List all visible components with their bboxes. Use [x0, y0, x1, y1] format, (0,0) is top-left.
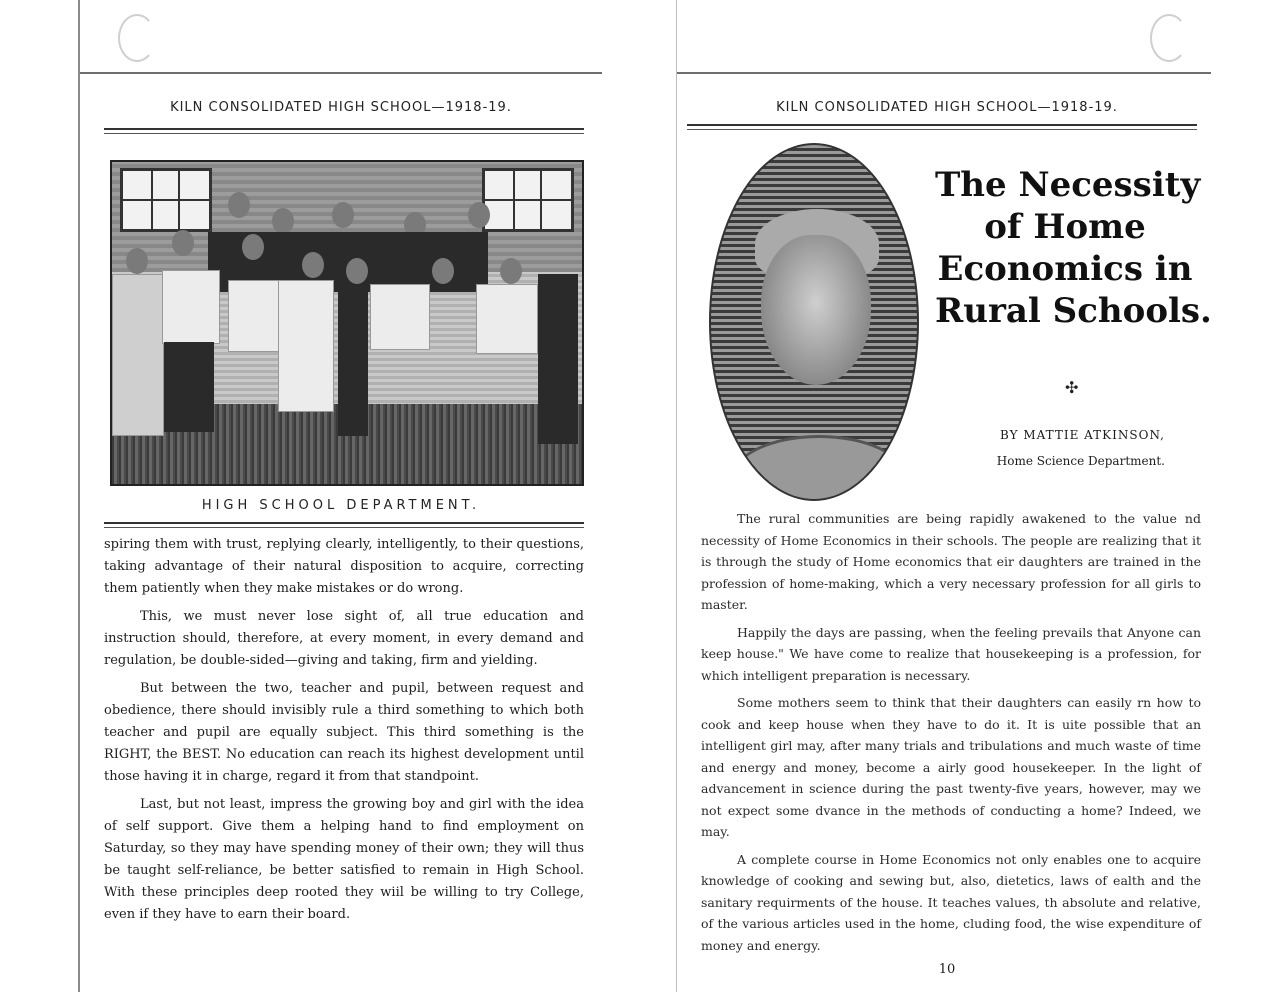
right-body-text [701, 508, 1201, 956]
running-head: KILN CONSOLIDATED HIGH SCHOOL—1918-19. [170, 100, 512, 115]
left-page [78, 0, 602, 992]
title-line: The Necessity [935, 165, 1201, 205]
top-rule [677, 72, 1211, 74]
right-page [676, 0, 1217, 992]
left-body-text [104, 534, 584, 926]
paragraph: A complete course in Home Economics not only enables one to acquire knowledge of cooking and sewing but, also, dietetics, laws of ealth and the sanitary requirments of the house. It teaches values, th absolute and relative, of the various articles used in the home, cluding food, the wise expenditure of money and energy. [701, 851, 1201, 953]
top-rule [80, 72, 602, 74]
header-rule [687, 124, 1197, 126]
article-title [935, 164, 1212, 332]
class-photo [110, 160, 584, 486]
paragraph: This, we must never lose sight of, all true education and instruction should, therefore, at every moment, in every demand and regulation, be double-sided—giving and taking, firm and yielding. [104, 609, 584, 668]
paragraph: Some mothers seem to think that their daughters can easily rn how to cook and keep house when they have to do it. It is uite possible that an intelligent girl may, after many trials and tribulations and much waste of time and energy and money, become a airly good housekeeper. In the light of advancement in science during the past twenty-five years, however, may we not expect some dvance in the methods of conducting a home? Indeed, we may. [701, 695, 1201, 839]
title-line: Economics in [937, 249, 1193, 289]
title-line: of Home [984, 207, 1146, 247]
caption-rule-thin [104, 527, 584, 528]
title-line: Rural Schools. [935, 291, 1212, 331]
header-rule-thin [104, 133, 584, 134]
byline: BY MATTIE ATKINSON, [999, 428, 1165, 442]
author-portrait [709, 143, 919, 501]
photo-caption: HIGH SCHOOL DEPARTMENT. [201, 498, 481, 513]
paragraph: The rural communities are being rapidly awakened to the value nd necessity of Home Economics in their schools. The people are realizing that it is through the study of Home economics that eir daughters are trained in the profession of home-making, which a very necessary profession for all girls to master. [701, 511, 1201, 612]
paragraph: Last, but not least, impress the growing boy and girl with the idea of self support. Give them a helping hand to find employment on Saturday, so they may have spending money of their own; they will thus be taught self-reliance, be better satisfied to remain in High School. With these principles deep rooted they wiil be willing to try College, even if they have to earn their board. [104, 797, 584, 922]
paragraph: spiring them with trust, replying clearly, intelligently, to their questions, taking advantage of their natural disposition to acquire, correcting them patiently when they make mistakes or do wrong. [104, 537, 584, 596]
running-head: KILN CONSOLIDATED HIGH SCHOOL—1918-19. [776, 100, 1118, 115]
paragraph: But between the two, teacher and pupil, between request and obedience, there should invisibly rule a third something to which both teacher and pupil are equally subject. This third something is the RIGHT, the BEST. No education can reach its highest development until those having it in charge, regard it from that standpoint. [104, 681, 584, 784]
header-rule [104, 128, 584, 130]
paragraph: Happily the days are passing, when the feeling prevails that Anyone can keep house." We have come to realize that housekeeping is a profession, for which intelligent preparation is necessary. [701, 624, 1201, 683]
caption-rule [104, 522, 584, 524]
department: Home Science Department. [996, 454, 1165, 468]
header-rule-thin [687, 129, 1197, 130]
fleuron-ornament: ✣ [1065, 378, 1079, 397]
page-number: 10 [938, 962, 956, 977]
